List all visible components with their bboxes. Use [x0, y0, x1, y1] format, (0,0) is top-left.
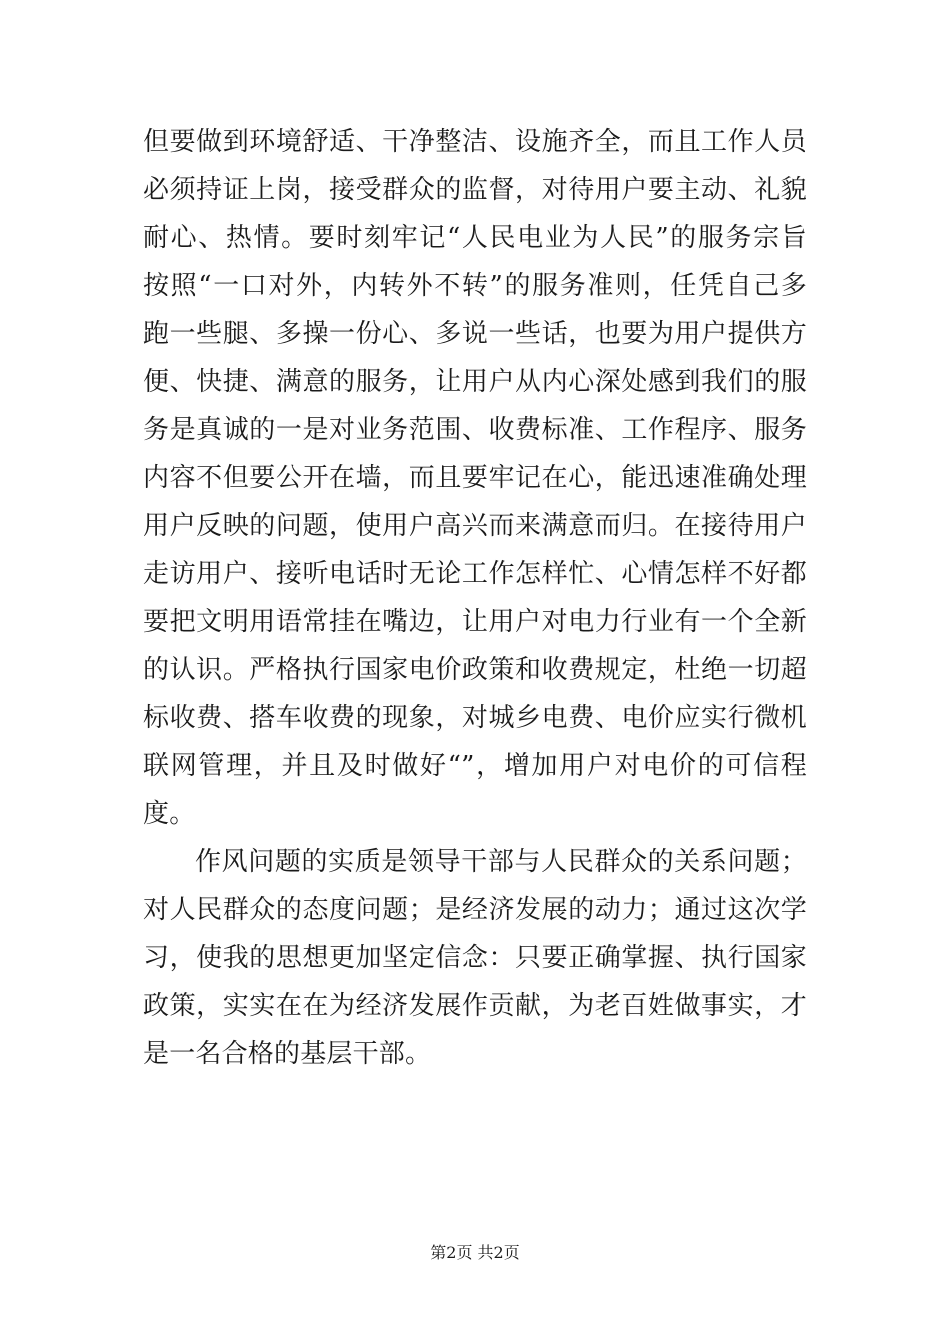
- paragraph-2-line-5: 是一名合格的基层干部。: [143, 1039, 432, 1069]
- paragraph-1-line-4: 按照“一口对外，内转外不转”的服务准则，任凭自己多: [143, 271, 807, 301]
- document-body: [143, 118, 807, 1078]
- paragraph-1-line-10: 走访用户、接听电话时无论工作怎样忙、心情怎样不好都: [143, 559, 807, 589]
- paragraph-2-line-1: 作风问题的实质是领导干部与人民群众的关系问题；: [195, 847, 807, 877]
- paragraph-1-line-12: 的认识。严格执行国家电价政策和收费规定，杜绝一切超: [143, 655, 807, 685]
- paragraph-2-line-3: 习，使我的思想更加坚定信念：只要正确掌握、执行国家: [143, 943, 807, 973]
- paragraph-1-line-9: 用户反映的问题，使用户高兴而来满意而归。在接待用户: [143, 511, 807, 541]
- paragraph-1-line-11: 要把文明用语常挂在嘴边，让用户对电力行业有一个全新: [143, 607, 807, 637]
- paragraph-1-line-8: 内容不但要公开在墙，而且要牢记在心，能迅速准确处理: [143, 463, 807, 493]
- paragraph-1-line-6: 便、快捷、满意的服务，让用户从内心深处感到我们的服: [143, 367, 807, 397]
- paragraph-2-line-2: 对人民群众的态度问题；是经济发展的动力；通过这次学: [143, 895, 807, 925]
- paragraph-1-line-14: 联网管理，并且及时做好“”，增加用户对电价的可信程: [143, 751, 807, 781]
- paragraph-1-line-3: 耐心、热情。要时刻牢记“人民电业为人民”的服务宗旨: [143, 223, 807, 253]
- paragraph-1-line-1: 但要做到环境舒适、干净整洁、设施齐全，而且工作人员: [143, 127, 807, 157]
- paragraph-1-line-15: 度。: [143, 799, 196, 829]
- paragraph-1-line-2: 必须持证上岗，接受群众的监督，对待用户要主动、礼貌: [143, 175, 807, 205]
- paragraph-1-line-13: 标收费、搭车收费的现象，对城乡电费、电价应实行微机: [143, 703, 807, 733]
- paragraph-1-line-7: 务是真诚的一是对业务范围、收费标准、工作程序、服务: [143, 415, 807, 445]
- paragraph-2-line-4: 政策，实实在在为经济发展作贡献，为老百姓做事实，才: [143, 991, 807, 1021]
- page-number-footer: 第2页 共2页: [430, 1243, 520, 1262]
- paragraph-1-line-5: 跑一些腿、多操一份心、多说一些话，也要为用户提供方: [143, 319, 807, 349]
